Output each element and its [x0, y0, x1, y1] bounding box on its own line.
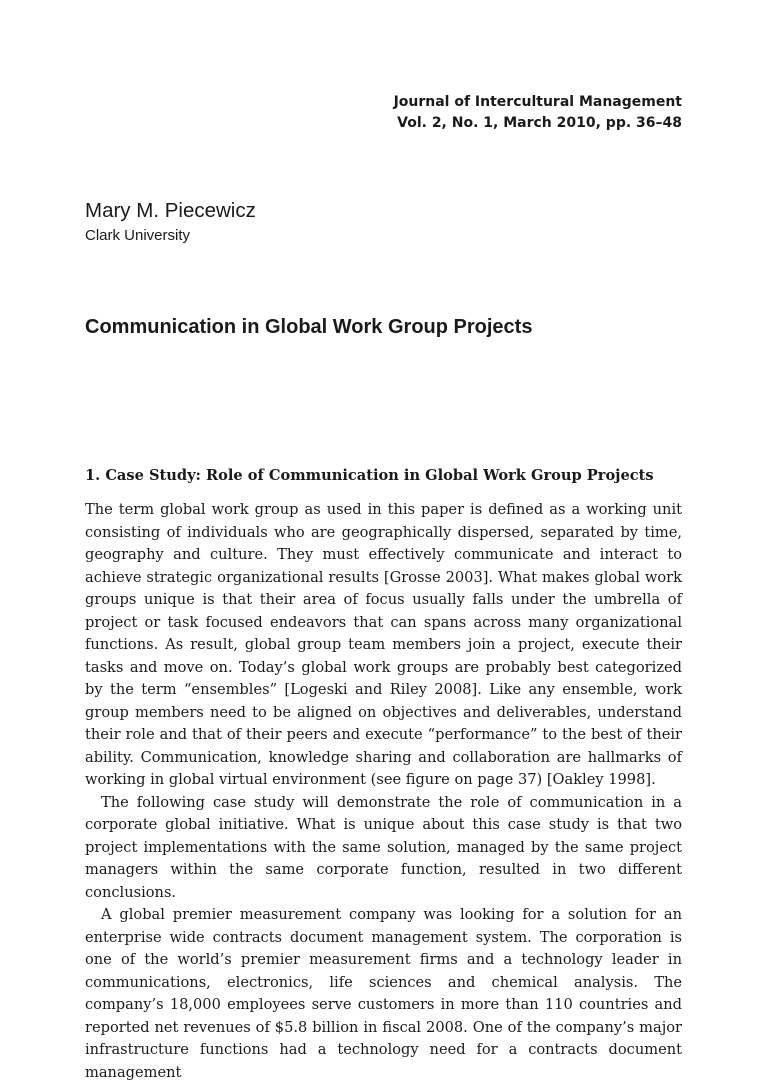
journal-volume-info: Vol. 2, No. 1, March 2010, pp. 36–48	[397, 115, 682, 131]
journal-citation	[394, 92, 682, 134]
body-paragraph-2: The following case study will demonstrate the role of communication in a corporate global initiative. What is unique about this case study is that two project implementations with the same solution, managed by the same project managers within the same corporate function, resulted in two different conclusions.	[85, 793, 682, 901]
article-title: Communication in Global Work Group Projects	[85, 316, 533, 338]
article-body	[85, 499, 682, 1084]
section-heading: 1. Case Study: Role of Communication in Global Work Group Projects	[85, 467, 654, 484]
body-paragraph-1: The term global work group as used in this paper is defined as a working unit consisting of individuals who are geographically dispersed, separated by time, geography and culture. They must effectively communicate and interact to achieve strategic organizational results [Grosse 2003]. What makes global work groups unique is that their area of focus usually falls under the umbrella of project or task focused endeavors that can spans across many organizational functions. As result, global group team members join a project, execute their tasks and move on. Today’s global work groups are probably best categorized by the term “ensembles” [Logeski and Riley 2008]. Like any ensemble, work group members need to be aligned on objectives and deliverables, understand their role and that of their peers and execute “performance” to the best of their ability. Communication, knowledge sharing and collaboration are hallmarks of working in global virtual environment (see figure on page 37) [Oakley 1998].	[85, 501, 682, 788]
author-affiliation: Clark University	[85, 227, 191, 244]
author-name: Mary M. Piecewicz	[85, 199, 256, 222]
journal-name: Journal of Intercultural Management	[393, 94, 682, 110]
body-paragraph-3: A global premier measurement company was looking for a solution for an enterprise wide contracts document management system. The corporation is one of the world’s premier measurement firms and a technology leader in communications, electronics, life sciences and chemical analysis. The company’s 18,000 employees serve customers in more than 110 countries and reported net revenues of $5.8 billion in fiscal 2008. One of the company’s major infrastructure functions had a technology need for a contracts document management	[85, 906, 682, 1081]
